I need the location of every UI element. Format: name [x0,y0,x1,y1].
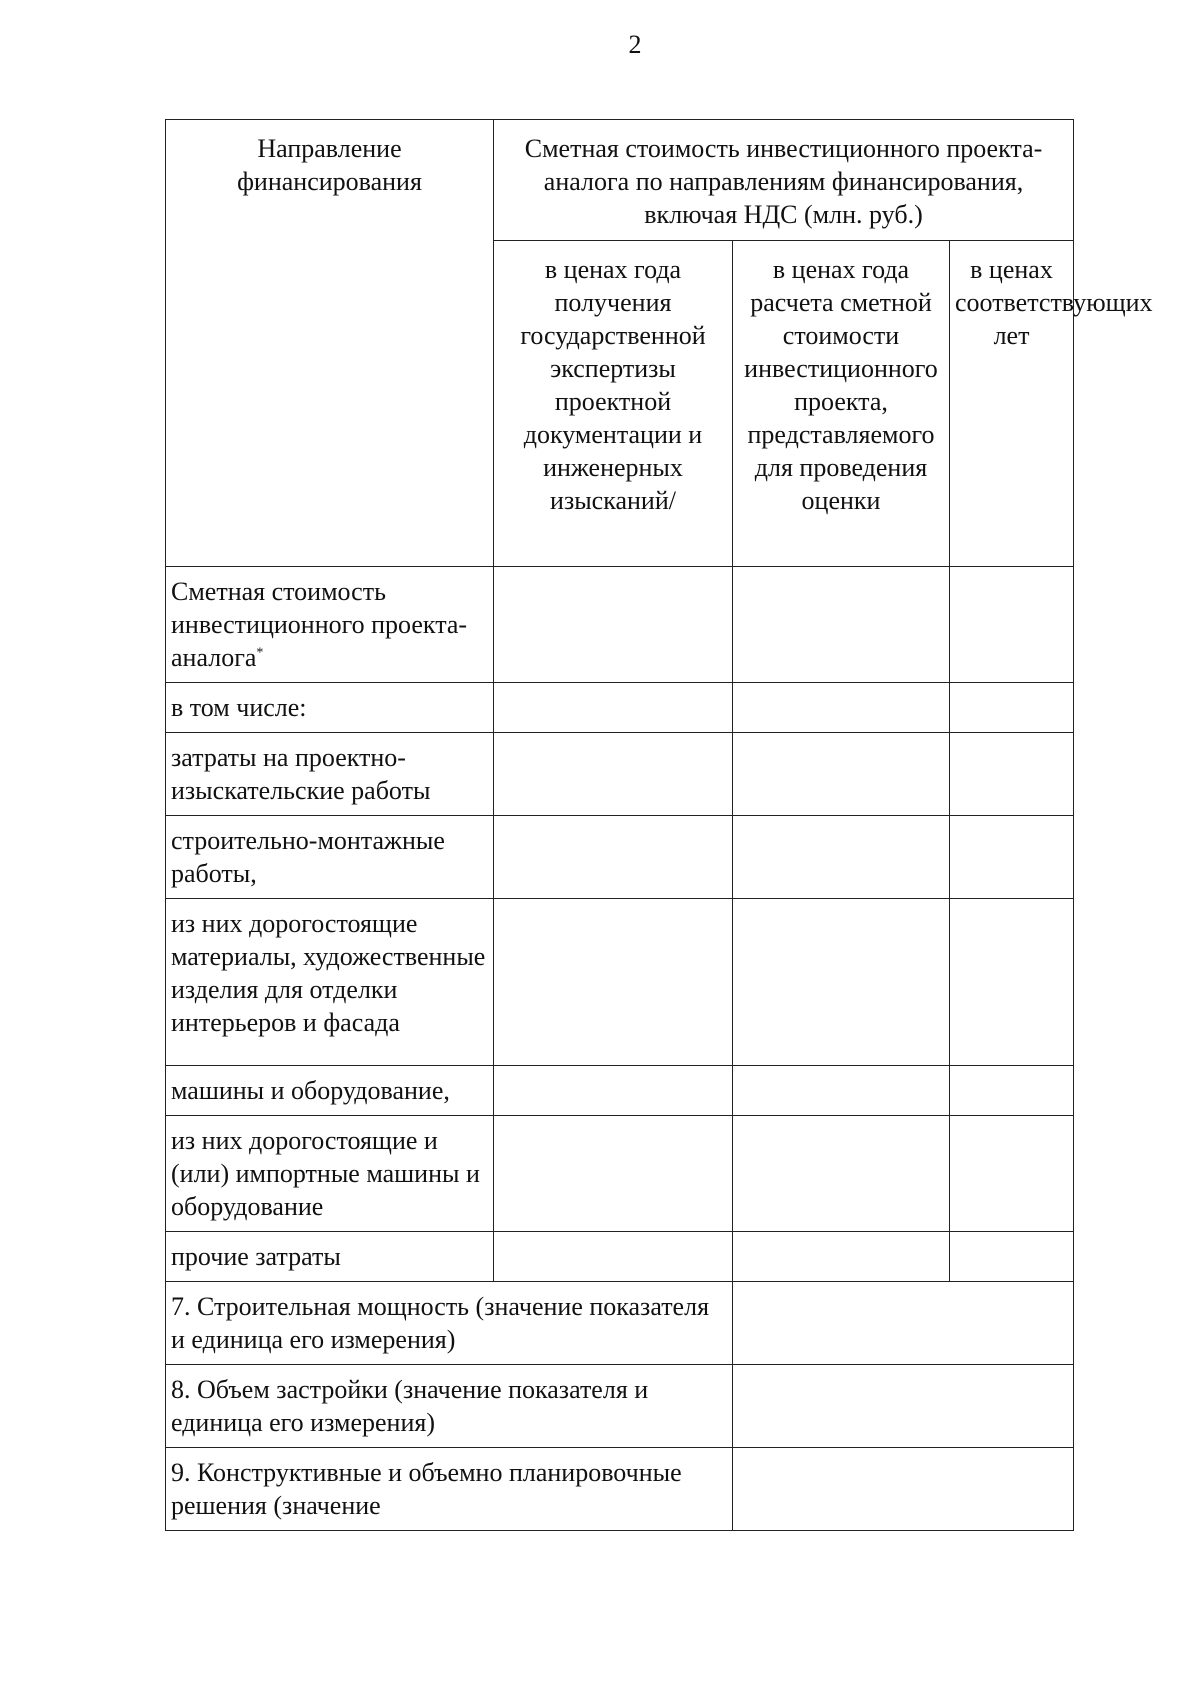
item-7-construction-capacity: 7. Строительная мощность (значение показателя и единица его измерения) [166,1282,733,1365]
item-8-value [733,1365,1074,1448]
item-9-value [733,1448,1074,1531]
cell-value [950,1232,1074,1282]
table-row [166,1448,1074,1531]
row-label-total-cost [166,567,494,683]
item-8-building-volume: 8. Объем застройки (значение показателя и единица его измерения) [166,1365,733,1448]
header-prices-calculation-year: в ценах года расчета сметной стоимости инвестиционного проекта, представляемого для проведения оценки [733,241,950,567]
cell-value [950,1116,1074,1232]
cell-value [494,683,733,733]
header-financing-direction: Направление финансирования [166,120,494,567]
cell-value [950,733,1074,816]
header-estimated-cost: Сметная стоимость инвестиционного проекта-аналога по направлениям финансирования, включая НДС (млн. руб.) [494,120,1074,241]
page-number: 2 [628,30,642,59]
item-7-value [733,1282,1074,1365]
cell-value [733,733,950,816]
cell-value [733,1066,950,1116]
table-row [166,1365,1074,1448]
table-row [166,1282,1074,1365]
cell-value [494,1066,733,1116]
cell-value [733,567,950,683]
header-prices-expertise-year: в ценах года получения государственной экспертизы проектной документации и инженерных изысканий/ [494,241,733,567]
cell-value [494,1116,733,1232]
table-row [166,733,1074,816]
cell-value [494,567,733,683]
row-label-expensive-materials: из них дорогостоящие материалы, художественные изделия для отделки интерьеров и фасада [166,899,494,1066]
cell-value [733,1232,950,1282]
cell-value [494,816,733,899]
cell-value [494,1232,733,1282]
row-label-design-works: затраты на проектно-изыскательские работы [166,733,494,816]
financing-table [165,119,1153,1531]
cell-value [950,567,1074,683]
table-row [166,567,1074,683]
cell-value [733,816,950,899]
table-row [166,816,1074,899]
cell-value [950,899,1074,1066]
table-row [166,1116,1074,1232]
row-label-machines: машины и оборудование, [166,1066,494,1116]
cell-value [494,899,733,1066]
row-label-total-cost-text: Сметная стоимость инвестиционного проекта-аналога [171,577,468,672]
table-row [166,1232,1074,1282]
row-label-including: в том числе: [166,683,494,733]
row-label-other-costs: прочие затраты [166,1232,494,1282]
header-prices-respective-years: в ценах соответствующих лет [950,241,1074,567]
cell-value [733,683,950,733]
item-9-structural-solutions: 9. Конструктивные и объемно планировочные решения (значение [166,1448,733,1531]
cell-value [950,816,1074,899]
row-label-imported-machines: из них дорогостоящие и (или) импортные машины и оборудование [166,1116,494,1232]
cell-value [950,683,1074,733]
footnote-mark: * [256,645,264,661]
cell-value [950,1066,1074,1116]
row-label-construction-works: строительно-монтажные работы, [166,816,494,899]
table-row [166,899,1074,1066]
cell-value [733,899,950,1066]
cell-value [494,733,733,816]
table-row [166,1066,1074,1116]
cell-value [733,1116,950,1232]
table-row [166,683,1074,733]
